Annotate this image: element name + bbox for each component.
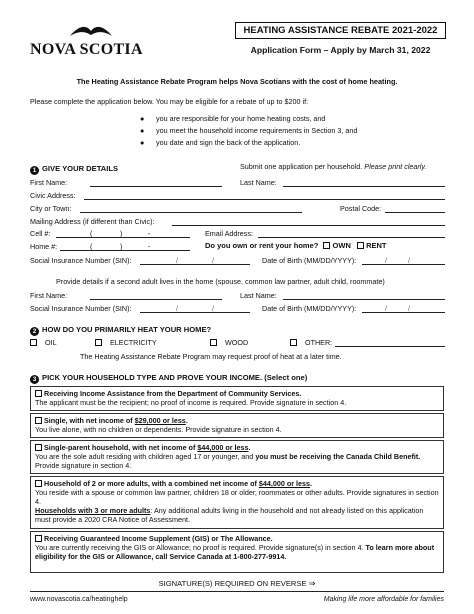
household-option-single[interactable] [30, 413, 444, 438]
civic-address-field[interactable] [84, 199, 445, 200]
heat-option-wood[interactable] [210, 338, 248, 347]
eligibility-list [140, 114, 460, 150]
dob-2-sep-1: / [385, 304, 387, 313]
bullet-icon: ● [140, 114, 145, 123]
dob-2-sep-2: / [408, 304, 410, 313]
postal-code-field[interactable] [385, 212, 445, 213]
bullet-item: ● you meet the household income requirements in Section 3, and [140, 126, 358, 135]
cell-label: Cell #: [30, 229, 51, 238]
last-name-label: Last Name: [240, 178, 277, 187]
heat-option-oil[interactable] [30, 338, 57, 347]
income-assistance-checkbox[interactable] [35, 390, 42, 397]
last-name-2-label: Last Name: [240, 291, 277, 300]
option-title: Receiving Guaranteed Income Supplement (GIS) or The Allowance. [35, 534, 439, 543]
rent-label: RENT [366, 241, 387, 250]
sin-field[interactable] [140, 264, 250, 265]
option-detail: The applicant must be the recipient; no proof of income is required. Provide signature in section 4. [35, 398, 347, 407]
first-name-field[interactable] [90, 186, 222, 187]
option-detail: You live alone, with no children or dependents. Provide signature in section 4. [35, 425, 282, 434]
other-label: OTHER: [305, 338, 333, 347]
oil-checkbox[interactable] [30, 339, 37, 346]
sin-2-sep-1: / [176, 304, 178, 313]
title-box [235, 22, 446, 39]
cell-dash: - [148, 229, 151, 238]
arrow-right-icon: ⇒ [308, 579, 316, 588]
sin-sep-2: / [212, 256, 214, 265]
wood-label: WOOD [225, 338, 249, 347]
sin-label: Social Insurance Number (SIN): [30, 256, 132, 265]
footer-tagline: Making life more affordable for families [323, 596, 444, 603]
email-field[interactable] [258, 237, 445, 238]
signature-note: SIGNATURE(S) REQUIRED ON REVERSE ⇒ [158, 579, 316, 588]
heat-option-other[interactable] [290, 338, 332, 347]
gis-checkbox[interactable] [35, 535, 42, 542]
electricity-checkbox[interactable] [95, 339, 102, 346]
household-option-gis[interactable] [30, 531, 444, 573]
sin-2-label: Social Insurance Number (SIN): [30, 304, 132, 313]
section2-heading: 2 HOW DO YOU PRIMARILY HEAT YOUR HOME? [30, 325, 211, 336]
home-area-close: ) [120, 242, 123, 251]
section-number-icon: 1 [30, 166, 39, 175]
mailing-address-field[interactable] [172, 225, 445, 226]
own-checkbox[interactable] [323, 242, 330, 249]
option-detail: You reside with a spouse or common law partner, children 18 or older, roommates or other adults. Provide signatures in section 4. [35, 488, 439, 506]
option-detail-extra: Households with 3 or more adults: Any additional adults living in the household and not already listed on this application must provide a 2020 CRA Notice of Assessment. [35, 506, 424, 524]
intro-lead: Please complete the application below. You may be eligible for a rebate of up to $200 if: [30, 97, 309, 106]
bullet-item: ● you date and sign the back of the application. [140, 138, 301, 147]
dob-label: Date of Birth (MM/DD/YYYY): [262, 256, 357, 265]
last-name-2-field[interactable] [283, 299, 445, 300]
civic-address-label: Civic Address: [30, 191, 76, 200]
bullet-icon: ● [140, 138, 145, 147]
own-rent-question: Do you own or rent your home? [205, 241, 319, 250]
intro-headline: The Heating Assistance Rebate Program helps Nova Scotians with the cost of home heating. [76, 77, 398, 86]
section2-note: The Heating Assistance Rebate Program may request proof of heat at a later time. [80, 352, 342, 361]
household-option-two-plus-adults[interactable] [30, 476, 444, 529]
single-checkbox[interactable] [35, 417, 42, 424]
logo-wordmark: NOVA SCOTIA [30, 41, 143, 58]
first-name-2-label: First Name: [30, 291, 68, 300]
footer-website[interactable]: www.novascotia.ca/heatinghelp [30, 596, 128, 603]
option-detail: You are the sole adult residing with children aged 17 or younger, and you must be receiving the Canada Child Benefit. Provide signature in section 4. [35, 452, 421, 470]
option-title: Receiving Income Assistance from the Department of Community Services. [35, 389, 439, 398]
home-phone-label: Home #: [30, 242, 58, 251]
city-label: City or Town: [30, 204, 72, 213]
dob-sep-1: / [385, 256, 387, 265]
cell-area-open: ( [90, 229, 93, 238]
other-heat-field[interactable] [335, 346, 445, 347]
dob-sep-2: / [408, 256, 410, 265]
sin-2-field[interactable] [140, 312, 250, 313]
option-detail: You are currently receiving the GIS or Allowance; no proof is required. Provide signature(s) in section 4. To learn more about eligibility for the GIS or Allowance, call Service Canada at 1-800-277-9914. [35, 543, 435, 561]
dob-2-field[interactable] [362, 312, 445, 313]
footer-rule [30, 591, 444, 592]
sin-2-sep-2: / [212, 304, 214, 313]
rent-checkbox[interactable] [357, 242, 364, 249]
option-title: Single-parent household, with net income of $44,000 or less. [35, 443, 439, 452]
own-label: OWN [332, 241, 351, 250]
dob-field[interactable] [362, 264, 445, 265]
household-option-income-assistance[interactable] [30, 386, 444, 411]
first-name-label: First Name: [30, 178, 68, 187]
home-phone-field[interactable] [60, 250, 190, 251]
dob-2-label: Date of Birth (MM/DD/YYYY): [262, 304, 357, 313]
own-rent-row [205, 241, 386, 250]
form-title: HEATING ASSISTANCE REBATE 2021-2022 [243, 25, 438, 36]
wood-checkbox[interactable] [210, 339, 217, 346]
household-option-single-parent[interactable] [30, 440, 444, 474]
home-area-open: ( [90, 242, 93, 251]
postal-code-label: Postal Code: [340, 204, 382, 213]
last-name-field[interactable] [283, 186, 445, 187]
mailing-address-label: Mailing Address (if different than Civic): [30, 217, 155, 226]
bullet-item: ● you are responsible for your home heating costs, and [140, 114, 326, 123]
sin-sep-1: / [176, 256, 178, 265]
home-dash: - [148, 242, 151, 251]
other-checkbox[interactable] [290, 339, 297, 346]
section-number-icon: 2 [30, 327, 39, 336]
option-title: Household of 2 or more adults, with a combined net income of $44,000 or less. [35, 479, 439, 488]
osprey-logo-icon [66, 22, 116, 40]
bullet-icon: ● [140, 126, 145, 135]
single-parent-checkbox[interactable] [35, 444, 42, 451]
email-label: Email Address: [205, 229, 253, 238]
section1-note: Submit one application per household. Please print clearly. [240, 162, 427, 171]
nova-scotia-logo [30, 22, 148, 62]
section-number-icon: 3 [30, 375, 39, 384]
option-title: Single, with net income of $29,000 or less. [35, 416, 439, 425]
first-name-2-field[interactable] [90, 299, 222, 300]
second-adult-note: Provide details if a second adult lives in the home (spouse, common law partner, adult child, roommate) [56, 277, 385, 286]
form-subtitle: Application Form – Apply by March 31, 2022 [250, 45, 431, 55]
heat-option-electricity[interactable] [95, 338, 157, 347]
oil-label: OIL [45, 338, 57, 347]
cell-field[interactable] [56, 237, 190, 238]
section1-heading: 1 GIVE YOUR DETAILS [30, 164, 118, 175]
electricity-label: ELECTRICITY [110, 338, 157, 347]
cell-area-close: ) [120, 229, 123, 238]
two-plus-adults-checkbox[interactable] [35, 480, 42, 487]
section3-heading: 3 PICK YOUR HOUSEHOLD TYPE AND PROVE YOUR INCOME. (Select one) [30, 373, 307, 384]
city-field[interactable] [80, 212, 302, 213]
